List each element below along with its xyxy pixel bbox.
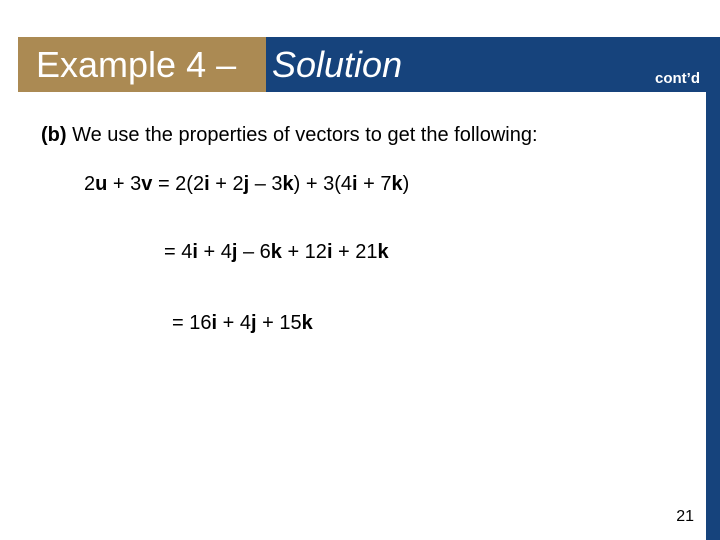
equation-line-2 [164, 240, 389, 264]
equation-text: ) [402, 173, 410, 195]
equation-text: – 3 [249, 173, 283, 195]
equation-text: = 16 [172, 312, 212, 334]
vector-symbol: i [204, 173, 210, 195]
equation-text: = 4 [164, 241, 193, 263]
equation-text: + 7 [357, 173, 392, 195]
equation-text: + 21 [332, 241, 378, 263]
vector-symbol: k [270, 241, 282, 263]
continued-label: cont’d [655, 70, 700, 87]
vector-symbol: i [211, 312, 218, 334]
slide-subtitle: Solution [272, 44, 403, 85]
equation-text: ) + 3(4 [293, 173, 352, 195]
slide-title: Example 4 – [36, 44, 237, 85]
vector-symbol: u [95, 173, 108, 195]
page-number: 21 [676, 508, 694, 525]
equation-text: + 15 [256, 312, 302, 334]
equation-text: + 3 [107, 173, 142, 195]
vector-symbol: j [250, 312, 257, 334]
vector-symbol: v [141, 173, 153, 195]
equation-text: 2 [84, 173, 96, 195]
vector-symbol: k [377, 241, 389, 263]
equation-text: – 6 [237, 241, 271, 263]
equation-text: = 2(2 [152, 173, 205, 195]
intro-text: We use the properties of vectors to get the following: [66, 124, 538, 146]
equation-text: + 4 [217, 312, 251, 334]
vector-symbol: i [192, 241, 198, 263]
vector-symbol: k [301, 312, 313, 334]
part-label: (b) [41, 124, 67, 146]
right-side-bar [706, 92, 720, 540]
vector-symbol: k [391, 173, 403, 195]
vector-symbol: k [282, 173, 294, 195]
equation-text: + 12 [281, 241, 327, 263]
equation-line-1 [84, 172, 409, 196]
vector-symbol: i [351, 173, 358, 195]
equation-text: + 4 [197, 241, 232, 263]
vector-symbol: j [243, 173, 250, 195]
vector-symbol: j [231, 241, 238, 263]
vector-symbol: i [326, 241, 333, 263]
equation-line-3 [172, 311, 313, 335]
intro-line [41, 123, 538, 147]
slide-header [18, 37, 720, 92]
equation-text: + 2 [209, 173, 244, 195]
